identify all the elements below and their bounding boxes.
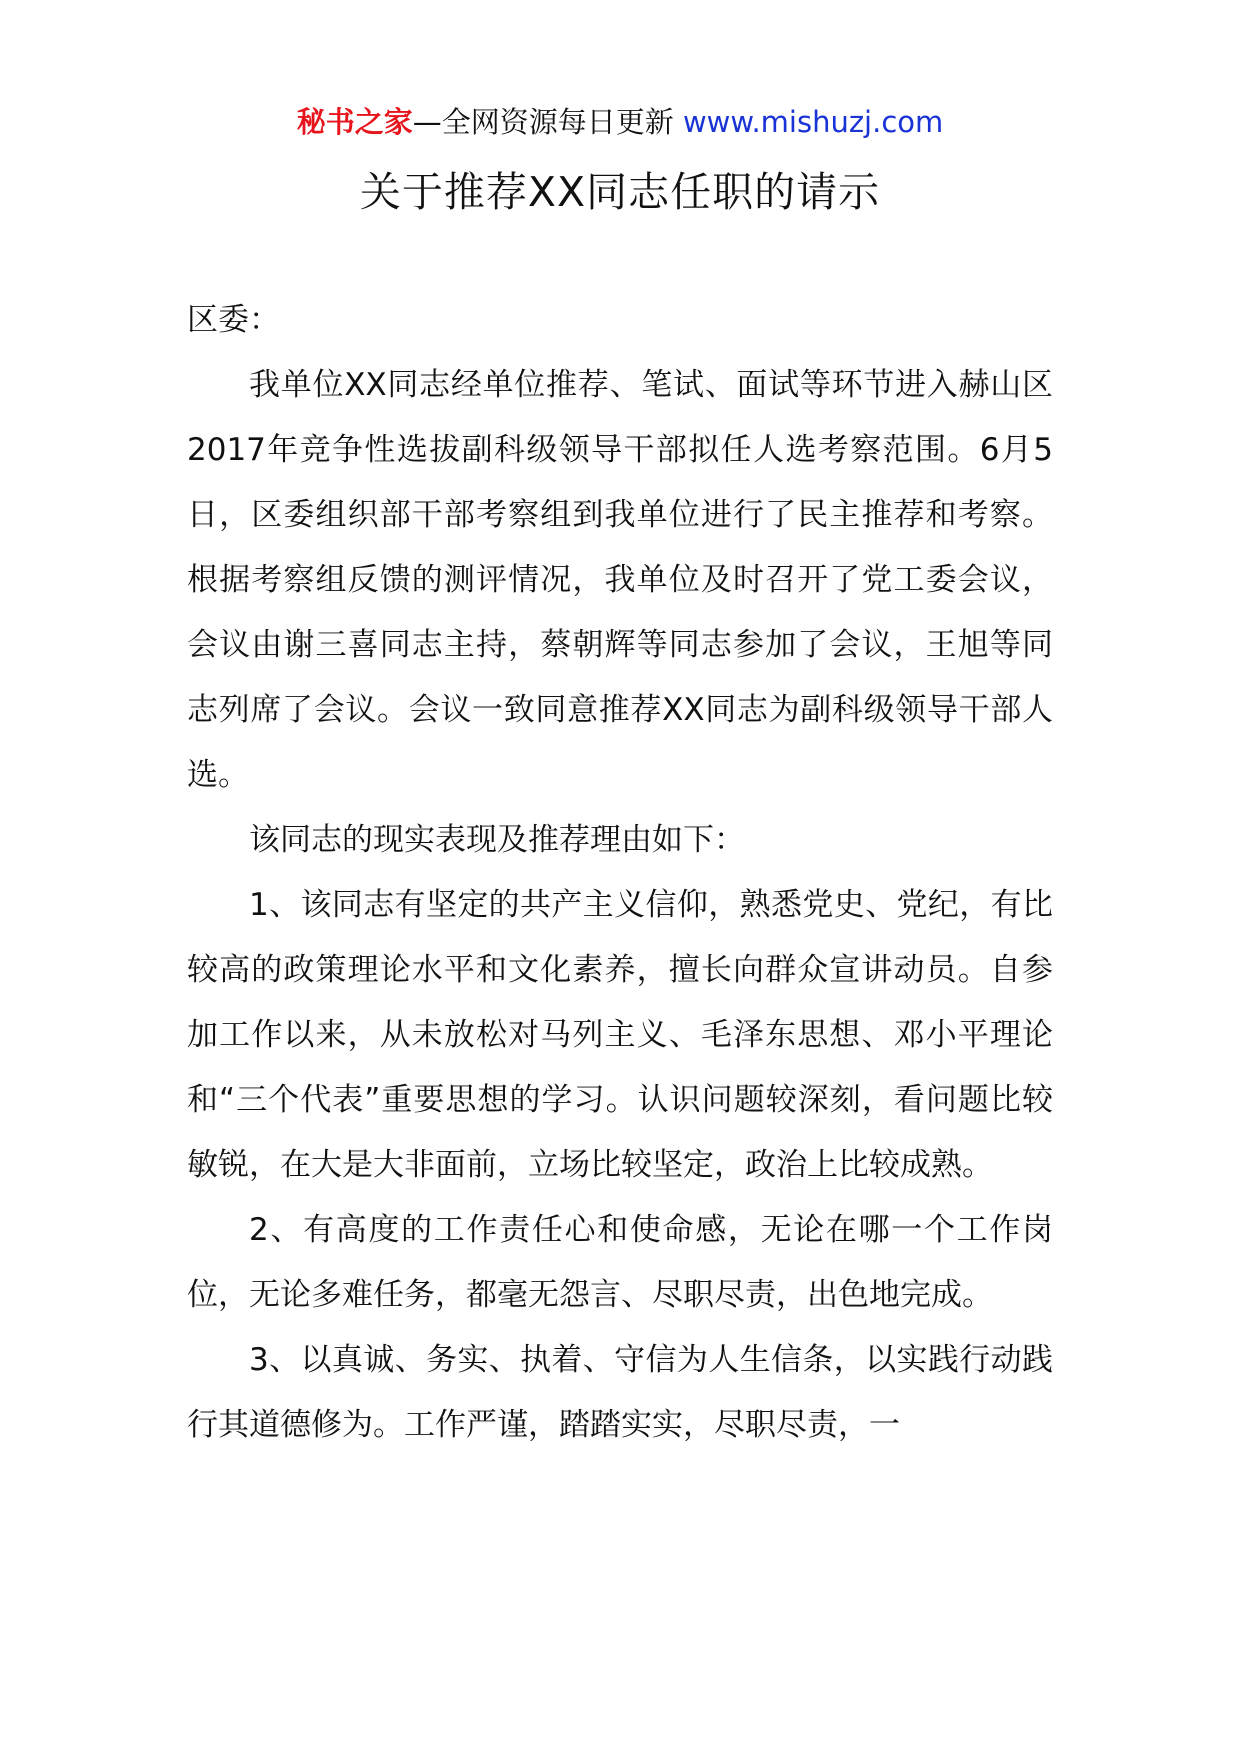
body-paragraph: 3、以真诚、务实、执着、守信为人生信条，以实践行动践行其道德修为。工作严谨，踏踏实实，尽职尽责，一 — [187, 1342, 1053, 1443]
salutation: 区委： — [187, 302, 280, 338]
site-header — [0, 100, 1240, 144]
body-paragraph: 1、该同志有坚定的共产主义信仰，熟悉党史、党纪，有比较高的政策理论水平和文化素养，擅长向群众宣讲动员。自参加工作以来，从未放松对马列主义、毛泽东思想、邓小平理论和“三个代表”重要思想的学习。认识问题较深刻，看问题比较敏锐，在大是大非面前，立场比较坚定，政治上比较成熟。 — [187, 887, 1053, 1183]
brand-name: 秘书之家 — [296, 105, 413, 139]
document-body — [187, 288, 1053, 1458]
header-slogan: —全网资源每日更新 — [412, 105, 683, 139]
body-paragraph: 该同志的现实表现及推荐理由如下： — [249, 822, 745, 858]
document-title: 关于推荐XX同志任职的请示 — [359, 168, 881, 216]
body-paragraph: 我单位XX同志经单位推荐、笔试、面试等环节进入赫山区2017年竞争性选拔副科级领导干部拟任人选考察范围。6月5日，区委组织部干部考察组到我单位进行了民主推荐和考察。根据考察组反馈的测评情况，我单位及时召开了党工委会议，会议由谢三喜同志主持，蔡朝辉等同志参加了会议，王旭等同志列席了会议。会议一致同意推荐XX同志为副科级领导干部人选。 — [187, 367, 1053, 793]
site-url-link[interactable]: www.mishuzj.com — [682, 105, 944, 139]
body-paragraph: 2、有高度的工作责任心和使命感，无论在哪一个工作岗位，无论多难任务，都毫无怨言、尽职尽责，出色地完成。 — [187, 1212, 1053, 1313]
